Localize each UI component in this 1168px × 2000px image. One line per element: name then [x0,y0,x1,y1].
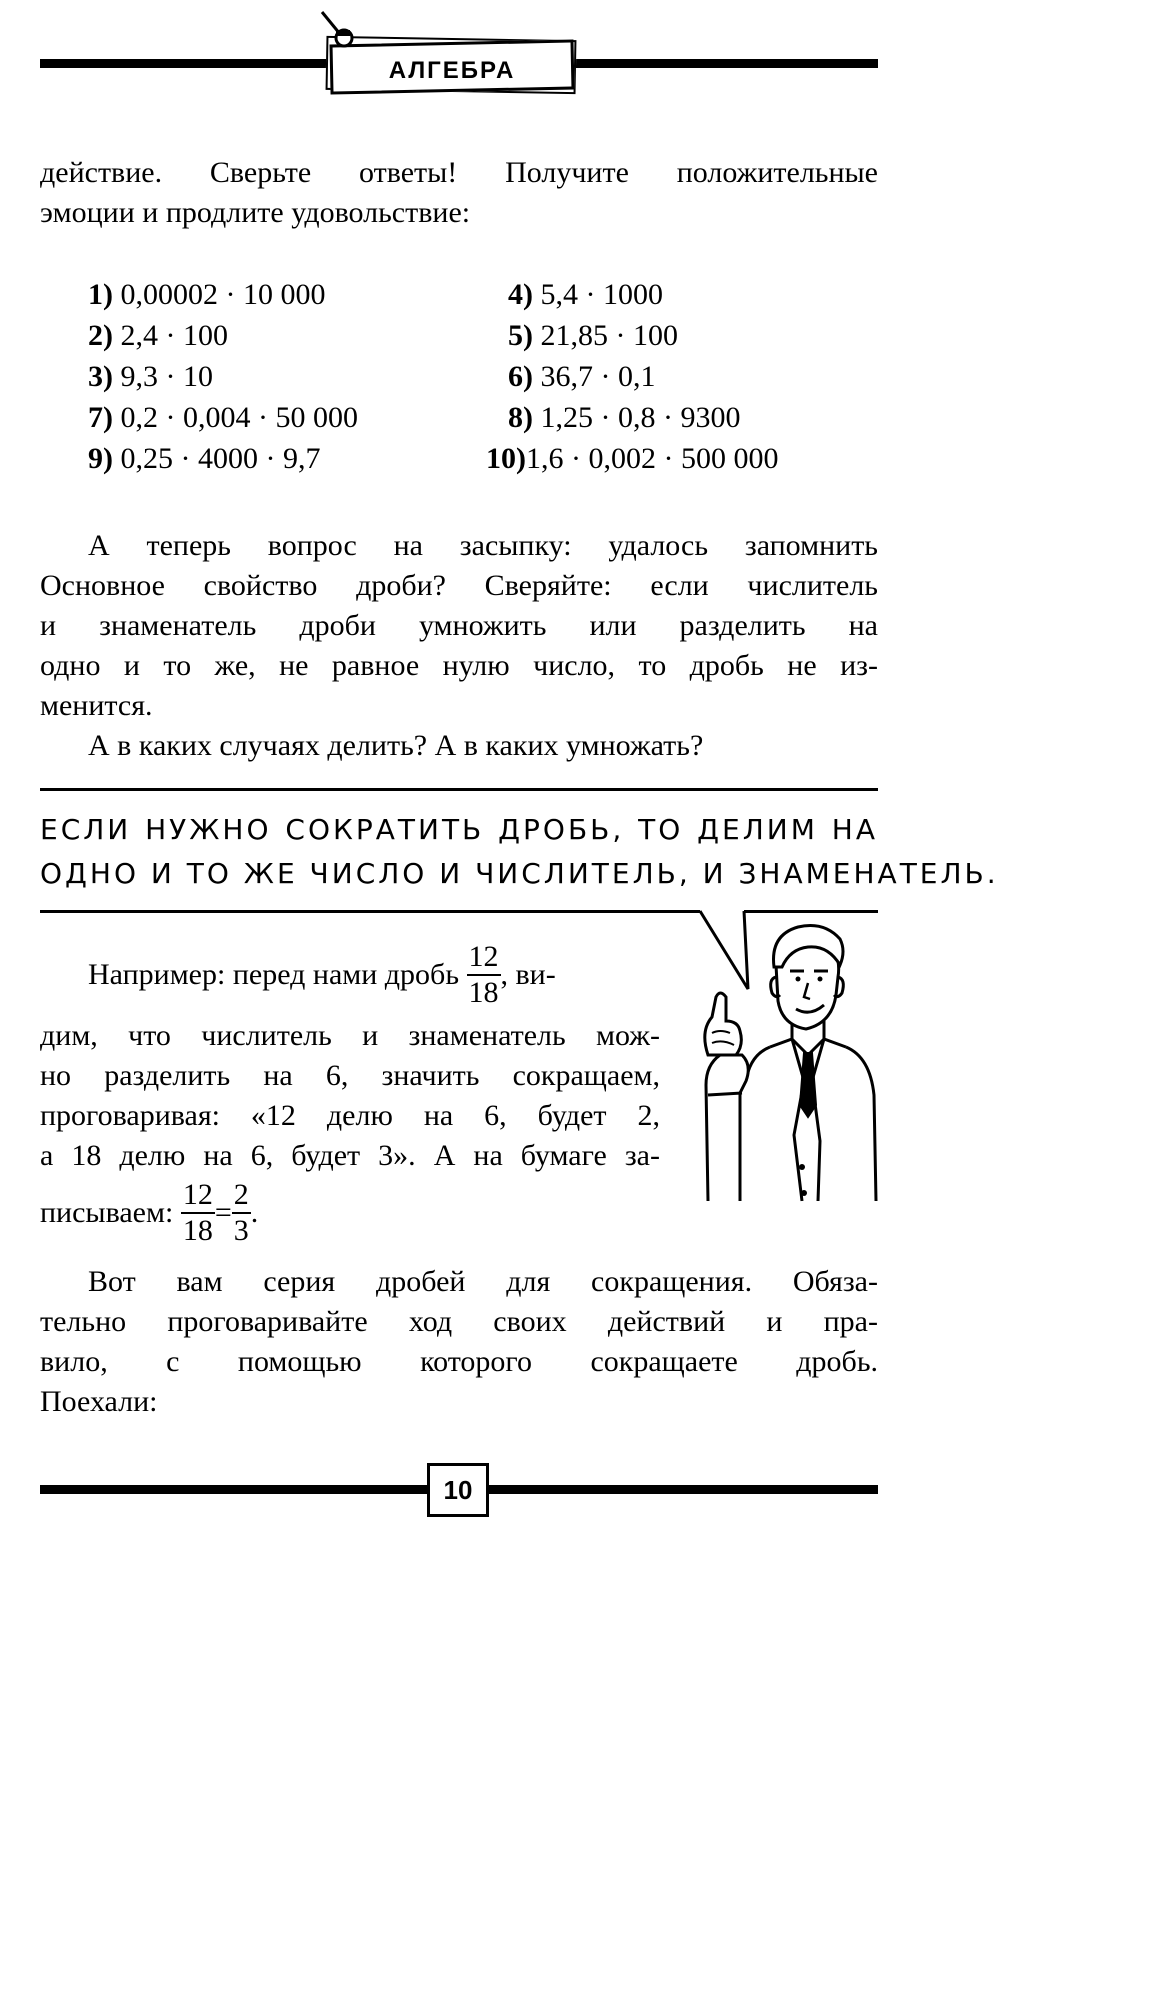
exercise-item [88,398,358,438]
example-result-line [40,1178,258,1248]
speech-line: ЕСЛИ НУЖНО СОКРАТИТЬ ДРОБЬ, ТО ДЕЛИМ НА [40,813,878,846]
exercise-item [88,439,320,479]
exercise-expr: 21,85 · 100 [540,319,678,352]
exercise-item [88,357,213,397]
exercise-expr: 1,25 · 0,8 · 9300 [540,401,741,434]
question-line: А в каких случаях делить? А в каких умножать? [88,729,704,762]
header-rule-right [576,59,878,68]
example-result-text: писываем: [40,1196,174,1229]
exercise-number: 1) [88,278,113,311]
period: . [250,1196,259,1229]
exercise-number: 7) [88,401,113,434]
exercise-expr: 0,00002 · 10 000 [120,278,326,311]
speech-text [40,808,999,896]
footer-rule-left [40,1485,430,1494]
closing-line: вило, с помощью которого сокращаете дробь. [40,1345,878,1378]
example-line-1 [88,940,556,1010]
question-line: и знаменатель дроби умножить или разделить на [40,609,878,642]
exercise-expr: 9,3 · 10 [120,360,213,393]
exercise-number: 5) [508,319,533,352]
teacher-illustration [690,905,882,1205]
fraction-numerator: 12 [467,940,501,976]
header-rule-left [40,59,330,68]
question-line: А теперь вопрос на засыпку: удалось запомнить [88,529,878,562]
footer-rule-right [486,1485,878,1494]
exercise-expr: 5,4 · 1000 [540,278,663,311]
example-text-after: , ви- [500,958,556,991]
question-line: менится. [40,689,153,722]
exercise-item [486,439,778,479]
closing-paragraph [40,1262,878,1422]
example-line: дим, что числитель и знаменатель мож- [40,1019,660,1052]
exercise-item [508,357,656,397]
exercise-expr: 2,4 · 100 [120,319,228,352]
exercise-number: 4) [508,278,533,311]
exercise-number: 10) [486,442,526,475]
example-line: проговаривая: «12 делю на 6, будет 2, [40,1099,660,1132]
fraction-numerator: 2 [232,1178,251,1214]
header-title: АЛГЕБРА [388,57,516,84]
closing-line: Вот вам серия дробей для сокращения. Обяза- [88,1265,878,1298]
exercise-item [508,275,663,315]
exercise-number: 2) [88,319,113,352]
fraction-2-3 [232,1178,251,1248]
closing-line: Поехали: [40,1385,158,1418]
closing-line: тельно проговаривайте ход своих действий и пра- [40,1305,878,1338]
fraction-denominator: 18 [468,976,499,1009]
exercise-expr: 1,6 · 0,002 · 500 000 [526,442,779,475]
page-number: 10 [427,1463,489,1517]
fraction-denominator: 18 [182,1214,213,1247]
header-tag [326,28,578,94]
exercise-item [88,316,228,356]
fraction-numerator: 12 [181,1178,215,1214]
exercise-number: 9) [88,442,113,475]
exercise-item [88,275,326,315]
intro-line: эмоции и продлите удовольствие: [40,196,471,229]
speech-top-rule [40,788,878,791]
question-line: одно и то же, не равное нулю число, то дробь не из- [40,649,878,682]
example-paragraph [40,1016,660,1176]
speech-bottom-rule-left [40,910,700,913]
example-line: а 18 делю на 6, будет 3». А на бумаге за- [40,1139,660,1172]
fraction-12-18 [467,940,501,1010]
intro-paragraph [40,153,878,233]
intro-line: действие. Сверьте ответы! Получите положительные [40,156,878,189]
exercise-item [508,398,740,438]
exercise-number: 6) [508,360,533,393]
speech-line: ОДНО И ТО ЖЕ ЧИСЛО И ЧИСЛИТЕЛЬ, И ЗНАМЕНАТЕЛЬ. [40,857,999,890]
exercise-item [508,316,678,356]
exercise-expr: 0,25 · 4000 · 9,7 [120,442,321,475]
exercise-expr: 36,7 · 0,1 [540,360,656,393]
equals-sign: = [214,1196,232,1229]
fraction-12-18-result [181,1178,215,1248]
pushpin-icon [316,6,366,56]
example-text: Например: перед нами дробь [88,958,460,991]
speech-tail [700,911,748,989]
example-line: но разделить на 6, значить сокращаем, [40,1059,660,1092]
fraction-denominator: 3 [233,1214,249,1247]
exercise-number: 3) [88,360,113,393]
question-line: Основное свойство дроби? Сверяйте: если числитель [40,569,878,602]
exercise-expr: 0,2 · 0,004 · 50 000 [120,401,358,434]
question-paragraph [40,526,878,766]
exercise-number: 8) [508,401,533,434]
